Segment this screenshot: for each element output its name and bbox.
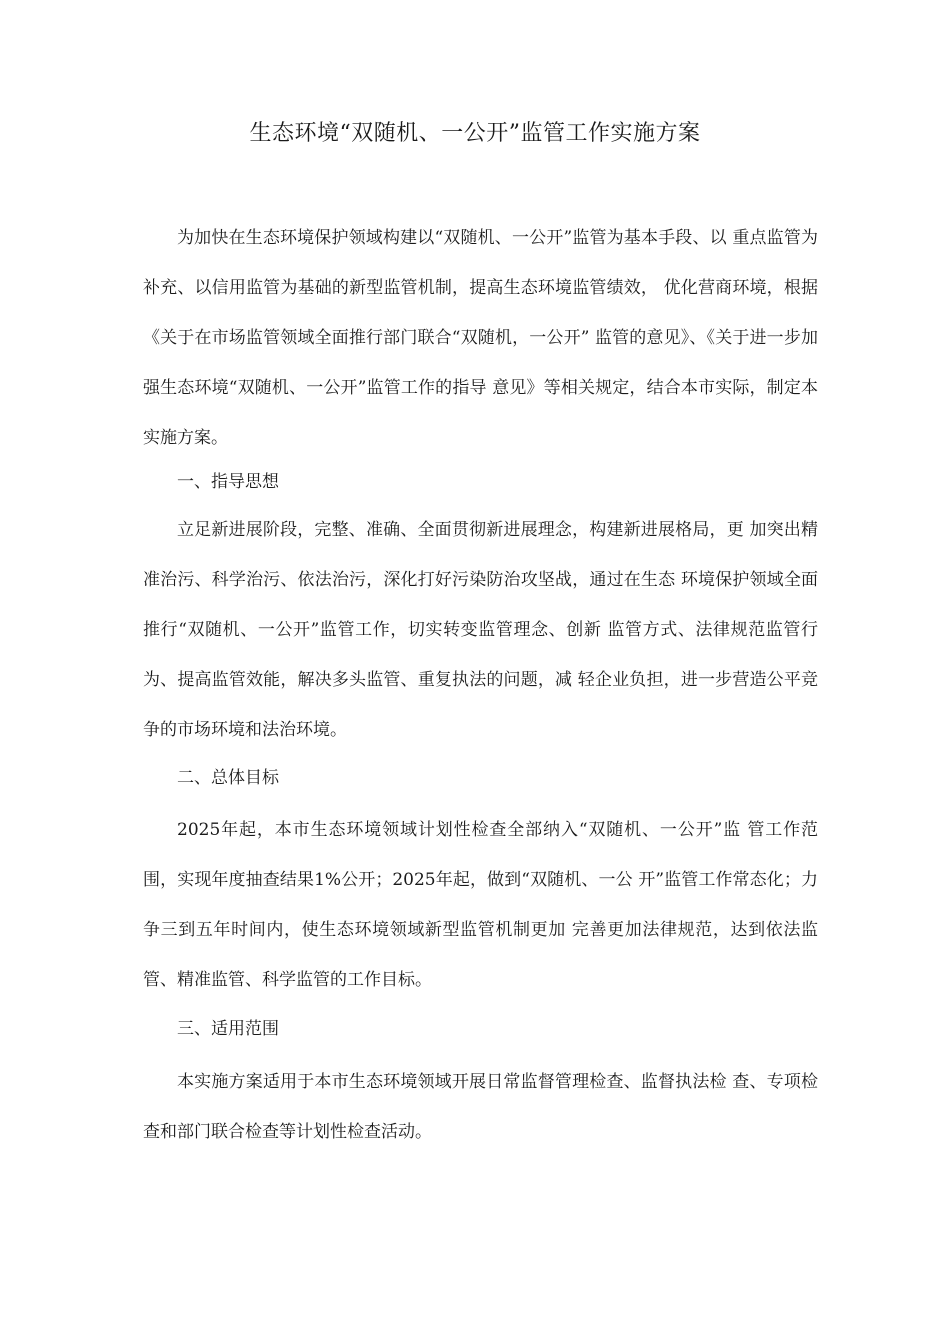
section-paragraph-guiding-ideology: 立足新进展阶段，完整、准确、全面贯彻新进展理念，构建新进展格局，更 加突出精准治污、科学治污、依法治污，深化打好污染防治攻坚战，通过在生态 环境保护领域全面推行“双随机、一公开”监管工作，切实转变监管理念、创新 监管方式、法律规范监管行为、提高监管效能，解决多头监管、重复执法的问题，减 轻企业负担，进一步营造公平竞争的市场环境和法治环境。 (143, 520, 818, 740)
section-heading-guiding-ideology: 一、指导思想 (177, 472, 279, 492)
section-heading-overall-goals: 二、总体目标 (177, 768, 279, 788)
section-paragraph-overall-goals: 2025年起，本市生态环境领域计划性检查全部纳入“双随机、一公开”监 管工作范围，实现年度抽查结果1%公开；2025年起，做到“双随机、一公 开”监管工作常态化；力争三到五年时间内，使生态环境领域新型监管机制更加 完善更加法律规范，达到依法监管、精准监管、科学监管的工作目标。 (143, 820, 818, 990)
section-1-heading-block (143, 462, 818, 502)
section-3-heading-block (143, 1009, 818, 1049)
intro-paragraph: 为加快在生态环境保护领域构建以“双随机、一公开”监管为基本手段、以 重点监管为补充、以信用监管为基础的新型监管机制，提高生态环境监管绩效， 优化营商环境，根据《关于在市场监管领域全面推行部门联合“双随机，一公开” 监管的意见》、《关于进一步加强生态环境“双随机、一公开”监管工作的指导 意见》等相关规定，结合本市实际，制定本实施方案。 (143, 228, 818, 448)
section-1-body (143, 505, 818, 755)
section-heading-scope: 三、适用范围 (177, 1019, 279, 1039)
section-3-body (143, 1057, 818, 1157)
section-2-heading-block (143, 758, 818, 798)
intro-section (143, 213, 818, 463)
section-2-body (143, 805, 818, 1005)
section-paragraph-scope: 本实施方案适用于本市生态环境领域开展日常监督管理检查、监督执法检 查、专项检查和部门联合检查等计划性检查活动。 (143, 1072, 818, 1142)
document-title: 生态环境“双随机、一公开”监管工作实施方案 (249, 121, 701, 146)
